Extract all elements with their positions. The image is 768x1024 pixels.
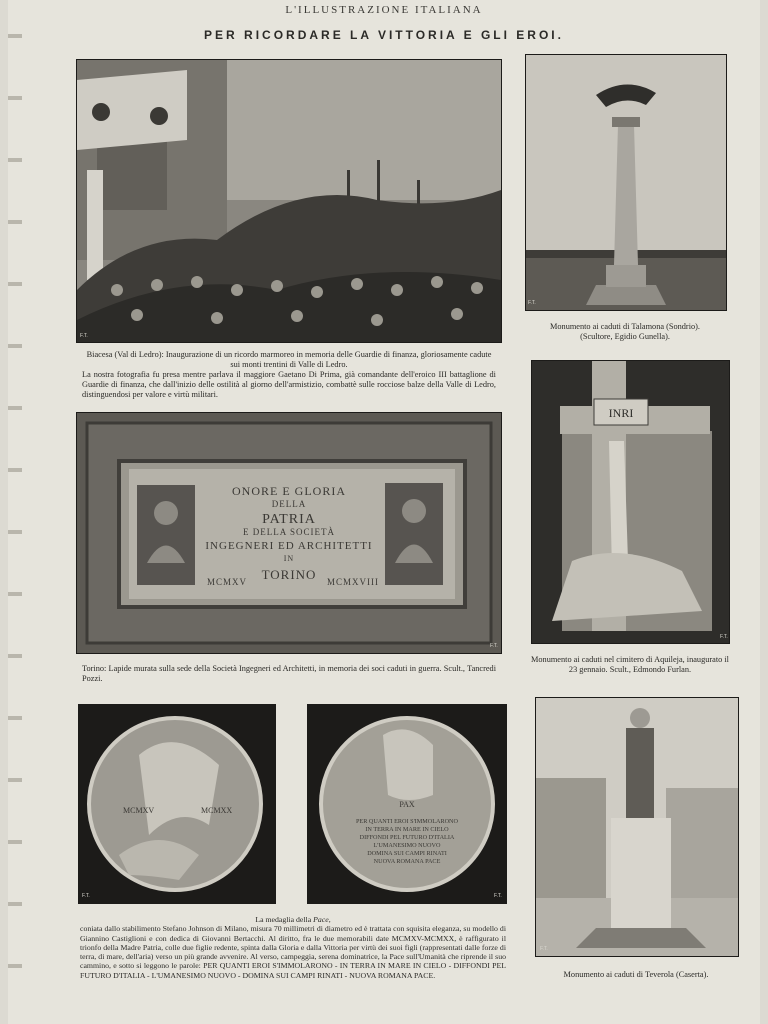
medal-reverse-line: NUOVA ROMANA PACE: [373, 858, 441, 865]
torino-caption: Torino: Lapide murata sulla sede della Società Ingegneri ed Architetti, in memoria dei soci caduti in guerra. Scult., Tancredi Pozzi.: [82, 664, 496, 683]
photo-credit: F.T.: [82, 893, 90, 899]
binding-holes: [8, 0, 22, 1024]
biacesa-ceremony-photo: [76, 59, 502, 343]
photo-credit: F.T.: [540, 946, 548, 952]
teverola-caption: Monumento ai caduti di Teverola (Caserta).: [563, 970, 709, 979]
torino-plaque-photo: [76, 412, 502, 654]
medal-caption-title: [80, 915, 506, 924]
medal-reverse-line: DIFFONDI PEL FUTURO D'ITALIA: [359, 834, 455, 841]
plaque-line: PATRIA: [262, 512, 316, 527]
plaque-line: ONORE E GLORIA: [232, 484, 346, 498]
photo-credit: F.T.: [80, 333, 88, 339]
medal-obverse-photo: [78, 704, 276, 904]
medal-caption-title-pre: La medaglia della: [255, 915, 314, 924]
plaque-line: INGEGNERI ED ARCHITETTI: [205, 540, 373, 552]
talamona-caption-sub: (Scultore, Egidio Gunella).: [580, 332, 670, 341]
plaque-year-right: MCMXVIII: [327, 577, 379, 587]
plaque-line: E DELLA SOCIETÀ: [243, 527, 335, 537]
biacesa-caption: [82, 350, 496, 400]
biacesa-caption-lead: Biacesa (Val di Ledro): Inaugurazione di un ricordo marmoreo in memoria delle Guardie di finanza, gloriosamente cadute sui monti trentini di Valle di Ledro.: [86, 350, 492, 369]
photo-credit: F.T.: [528, 300, 536, 306]
plaque-line: IN: [283, 554, 295, 563]
teverola-monument-photo: [535, 697, 739, 957]
medal-reverse-line: DOMINA SUI CAMPI RINATI: [367, 850, 447, 857]
talamona-caption: [525, 322, 725, 342]
photo-credit: F.T.: [494, 893, 502, 899]
photo-credit: F.T.: [720, 634, 728, 640]
biacesa-caption-body: La nostra fotografia fu presa mentre parlava il maggiore Gaetano Di Prima, già comandante dell'eroico III battaglione di Guardie di finanza, che dall'inizio delle ostilità al giorno dell'armistizio, combattè sulle rocciose balze della Valle di Ledro, distinguendosi per valore e virtù militari.: [82, 370, 496, 399]
talamona-monument-photo: [525, 54, 727, 311]
medal-caption-body: coniata dallo stabilimento Stefano Johnson di Milano, misura 70 millimetri di diametro ed è trattata con squisita eleganza, su modello di Giannino Castiglioni e con dedica di Giovanni Bertacchi. Al diritto, fra le due memorabili date MCMXV-MCMXX, è raffigurato il trionfo della Madre Patria, colle due figlie redente, spinta dalla Gloria e dalla Vittoria per virtù dei suoi figli (rappresentati dalle forze di terra, di mare, dell'aria) verso un più grande avvenire. Al verso, campeggia, serena dominatrice, la Pace sull'Umanità che riprende il suo cammino, e sotto si leggono le parole: PER QUANTI EROI S'IMMOLARONO - IN TERRA IN MARE IN CIELO - DIFFONDI PEL FUTURO D'ITALIA - L'UMANESIMO NUOVO - DOMINA SUI CAMPI RINATI - NUOVA ROMANA PACE.: [80, 924, 506, 980]
talamona-caption-title: Monumento ai caduti di Talamona (Sondrio).: [550, 322, 700, 331]
medal-obverse-date-left: MCMXV: [123, 806, 155, 815]
medal-reverse-pax: PAX: [399, 800, 415, 809]
photo-credit: F.T.: [490, 643, 498, 649]
plaque-line: TORINO: [261, 567, 317, 582]
plaque-line: DELLA: [271, 499, 307, 509]
inri-inscription: INRI: [608, 406, 634, 420]
medal-obverse-date-right: MCMXX: [201, 806, 233, 815]
medal-reverse-photo: [307, 704, 507, 904]
medal-reverse-line: IN TERRA IN MARE IN CIELO: [365, 826, 449, 833]
page-headline: PER RICORDARE LA VITTORIA E GLI EROI.: [204, 28, 564, 42]
medal-reverse-line: L'UMANESIMO NUOVO: [373, 842, 441, 849]
medal-caption: [80, 915, 506, 980]
running-head: L'ILLUSTRAZIONE ITALIANA: [285, 4, 483, 16]
medal-caption-title-em: Pace,: [313, 915, 331, 924]
medal-reverse-line: PER QUANTI EROI S'IMMOLARONO: [355, 818, 459, 825]
plaque-year-left: MCMXV: [206, 577, 248, 587]
aquileja-caption: Monumento ai caduti nel cimitero di Aquileja, inaugurato il 23 gennaio. Scult., Edmondo Furlan.: [531, 655, 729, 674]
aquileja-monument-photo: [531, 360, 730, 644]
